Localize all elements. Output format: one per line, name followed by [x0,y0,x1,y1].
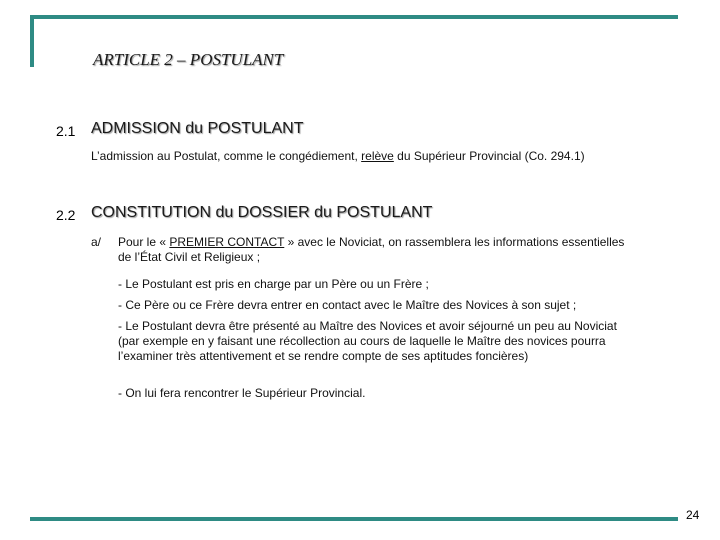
item-text-part1: Pour le « [118,235,170,249]
item-text [118,235,630,265]
item-label: a/ [91,235,102,249]
section-1-number: 2.1 [56,123,76,139]
bullet-item: - Le Postulant est pris en charge par un Père ou un Frère ; [118,277,429,291]
section-1-heading: ADMISSION du POSTULANT [91,120,304,137]
page-title: ARTICLE 2 – POSTULANT [93,50,284,69]
bullet-item: - On lui fera rencontrer le Supérieur Provincial. [118,386,366,400]
page-number: 24 [686,508,700,522]
section-1-text-underlined: relève [361,149,394,163]
frame-left-line [30,15,34,67]
section-1-text-part2: du Supérieur Provincial (Co. 294.1) [393,149,585,163]
frame-top-line [30,15,678,19]
bullet-item: - Ce Père ou ce Frère devra entrer en contact avec le Maître des Novices à son sujet ; [118,298,577,312]
section-1-text [91,149,585,164]
item-text-part2: » avec le Noviciat, on rassemblera les informations essentielles de l’État Civil et Religieux ; [118,235,625,264]
section-2-heading: CONSTITUTION du DOSSIER du POSTULANT [91,204,433,221]
item-text-underlined: PREMIER CONTACT [169,235,285,249]
frame-bottom-line [30,517,678,521]
bullet-item: - Le Postulant devra être présenté au Maître des Novices et avoir séjourné un peu au Noviciat (par exemple en y faisant une récollection au cours de laquelle le Maître des novices pourra l’examiner très attentivement et se rendre compte de ses aptitudes foncières) [118,319,617,363]
section-2-number: 2.2 [56,207,76,223]
section-1-text-part1: L’admission au Postulat, comme le congédiement, [91,149,362,163]
